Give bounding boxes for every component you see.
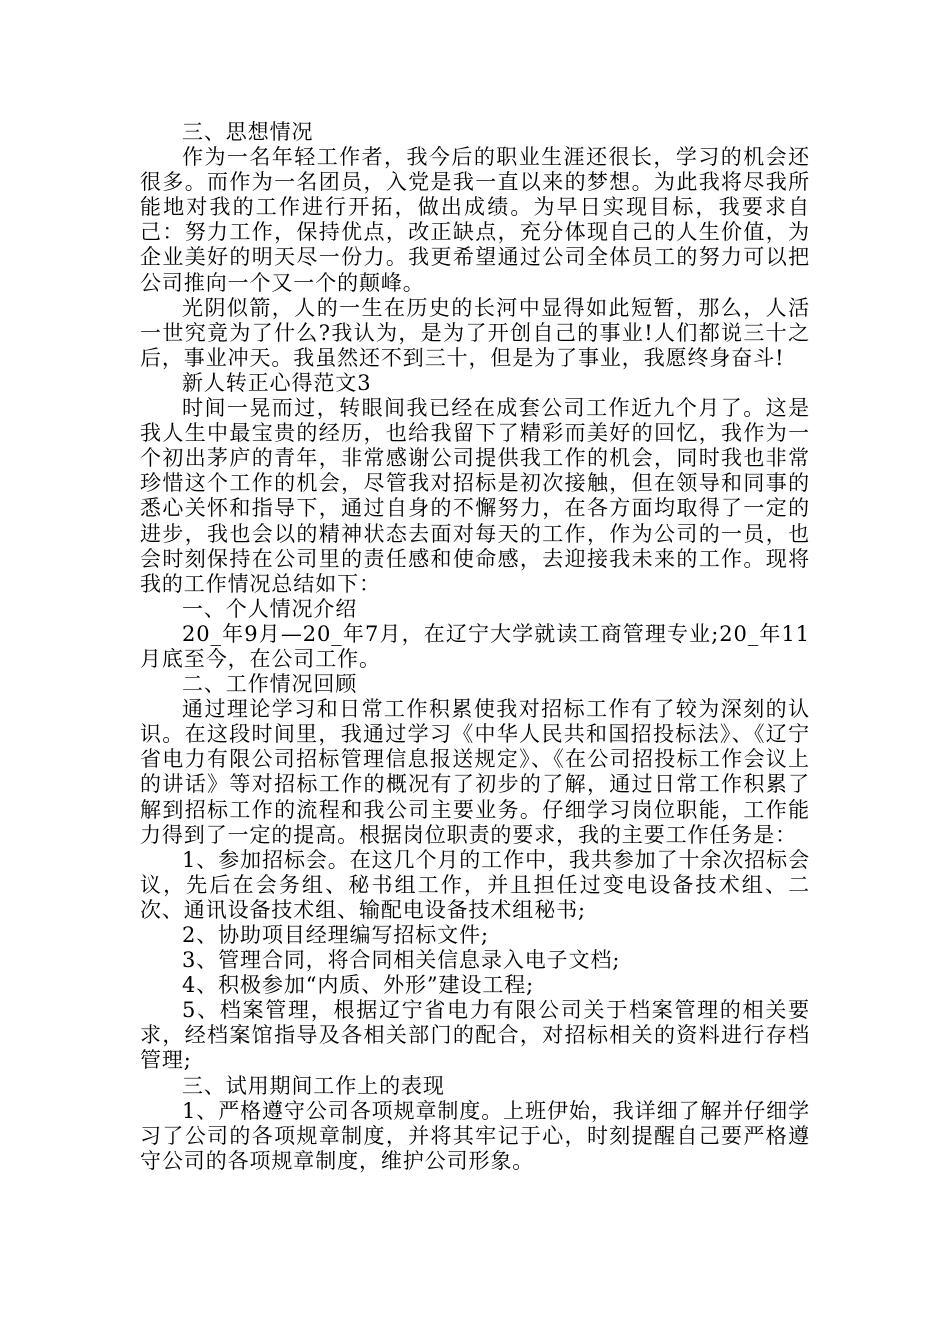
section-heading-work-review: 二、工作情况回顾	[182, 672, 358, 697]
paragraph-life-purpose: 光阴似箭，人的一生在历史的长河中显得如此短暂，那么，人活一世究竟为了什么?我认为，是为了开创自己的事业!人们都说三十之后，事业冲天。我虽然还不到三十，但是为了事业，我愿终身奋斗!	[140, 295, 810, 370]
list-item-task-2: 2、协助项目经理编写招标文件;	[182, 923, 489, 947]
list-item-task-4: 4、积极参加“内质、外形”建设工程;	[182, 973, 535, 998]
list-item-probation-1: 1、严格遵守公司各项规章制度。上班伊始，我详细了解并仔细学习了公司的各项规章制度，并将其牢记于心，时刻提醒自己要严格遵守公司的各项规章制度，维护公司形象。	[140, 1098, 810, 1173]
document-body	[140, 120, 810, 1174]
paragraph-introduction: 时间一晃而过，转眼间我已经在成套公司工作近九个月了。这是我人生中最宝贵的经历，也给我留下了精彩而美好的回忆，我作为一个初出茅庐的青年，非常感谢公司提供我工作的机会，同时我也非常珍惜这个工作的机会，尽管我对招标是初次接触，但在领导和同事的悉心关怀和指导下，通过自身的不懈努力，在各方面均取得了一定的进步，我也会以的精神状态去面对每天的工作，作为公司的一员，也会时刻保持在公司里的责任感和使命感，去迎接我未来的工作。现将我的工作情况总结如下：	[140, 396, 810, 596]
section-heading-thoughts: 三、思想情况	[182, 120, 314, 144]
list-item-task-3: 3、管理合同，将合同相关信息录入电子文档;	[182, 948, 621, 973]
article-title-sample-3: 新人转正心得范文3	[182, 370, 372, 395]
section-heading-personal-info: 一、个人情况介绍	[182, 596, 358, 621]
list-item-task-5: 5、档案管理，根据辽宁省电力有限公司关于档案管理的相关要求，经档案馆指导及各相关部门的配合，对招标相关的资料进行存档管理;	[140, 998, 810, 1073]
list-item-task-1: 1、参加招标会。在这几个月的工作中，我共参加了十余次招标会议，先后在会务组、秘书组工作，并且担任过变电设备技术组、二次、通讯设备技术组、输配电设备技术组秘书;	[140, 847, 810, 922]
paragraph-career-goals: 作为一名年轻工作者，我今后的职业生涯还很长，学习的机会还很多。而作为一名团员，入党是我一直以来的梦想。为此我将尽我所能地对我的工作进行开拓，做出成绩。为早日实现目标，我要求自己：努力工作，保持优点，改正缺点，充分体现自己的人生价值，为企业美好的明天尽一份力。我更希望通过公司全体员工的努力可以把公司推向一个又一个的颠峰。	[140, 145, 810, 295]
paragraph-work-review: 通过理论学习和日常工作积累使我对招标工作有了较为深刻的认识。在这段时间里，我通过学习《中华人民共和国招投标法》、《辽宁省电力有限公司招标管理信息报送规定》、《在公司招投标工作会议上的讲话》等对招标工作的概况有了初步的了解，通过日常工作积累了解到招标工作的流程和我公司主要业务。仔细学习岗位职能，工作能力得到了一定的提高。根据岗位职责的要求，我的主要工作任务是：	[140, 697, 810, 847]
paragraph-education: 20_年9月—20_年7月，在辽宁大学就读工商管理专业;20_年11月底至今，在公司工作。	[140, 621, 810, 671]
section-heading-probation: 三、试用期间工作上的表现	[182, 1073, 445, 1098]
